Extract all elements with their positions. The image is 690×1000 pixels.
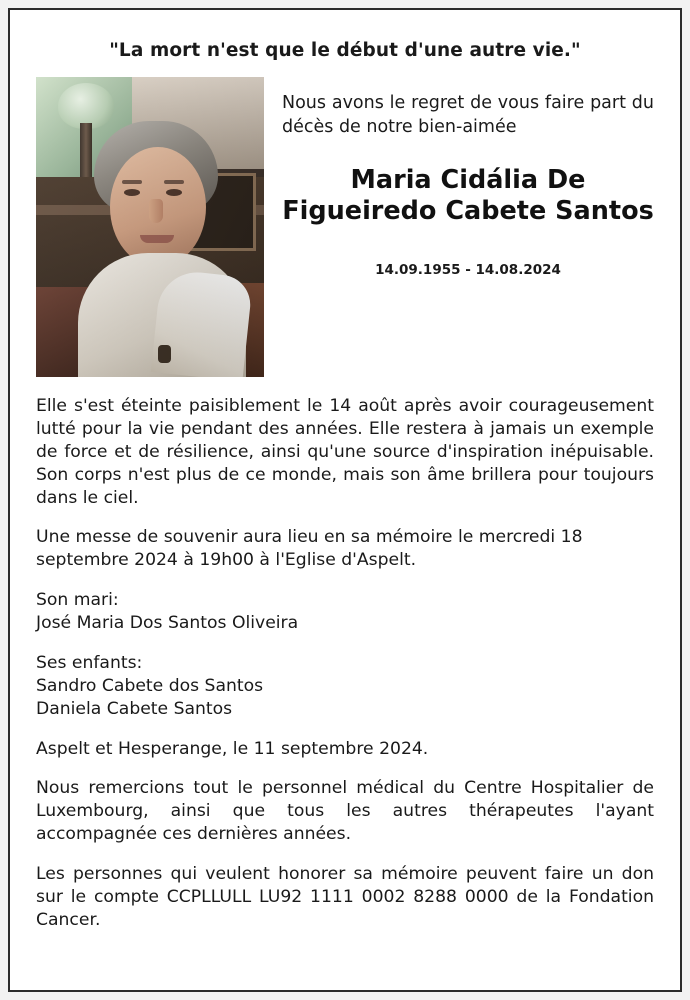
- child-name-2: Daniela Cabete Santos: [36, 698, 233, 719]
- deceased-name-line-1: Maria Cidália De: [350, 165, 586, 196]
- photo-grain-overlay: [36, 77, 264, 377]
- deceased-name: [282, 165, 654, 227]
- paragraph-thanks: Nous remercions tout le personnel médical du Centre Hospitalier de Luxembourg, ainsi que tous les autres thérapeutes l'ayant accompagnée ces dernières années.: [36, 778, 654, 845]
- paragraph-passing: Elle s'est éteinte paisiblement le 14 août après avoir courageusement lutté pour la vie pendant des années. Elle restera à jamais un exemple de force et de résilience, ainsi qu'une source d'inspiration inépuisable. Son corps n'est plus de ce monde, mais son âme brillera pour toujours dans le ciel.: [36, 396, 654, 508]
- place-and-date: Aspelt et Hesperange, le 11 septembre 2024.: [36, 738, 429, 759]
- obituary-notice: [8, 8, 682, 992]
- header-block: [36, 77, 654, 377]
- life-dates: 14.09.1955 - 14.08.2024: [375, 261, 561, 278]
- husband-label: Son mari:: [36, 590, 119, 611]
- portrait-photo: [36, 77, 264, 377]
- husband-block: [36, 589, 654, 635]
- header-text-column: [282, 77, 654, 278]
- husband-name: José Maria Dos Santos Oliveira: [36, 613, 299, 633]
- children-label: Ses enfants:: [36, 652, 143, 673]
- paragraph-donation: Les personnes qui veulent honorer sa mémoire peuvent faire un don sur le compte CCPLLULL LU92 1111 0002 8288 0000 de la Fondation Cancer.: [36, 864, 654, 930]
- child-name-1: Sandro Cabete dos Santos: [36, 675, 264, 696]
- children-block: [36, 652, 654, 721]
- obituary-body: [36, 395, 654, 932]
- announcement-lead: Nous avons le regret de vous faire part du décès de notre bien-aimée: [282, 93, 654, 138]
- deceased-name-line-3: Santos: [555, 196, 654, 227]
- deceased-name-line-2: Figueiredo Cabete: [282, 196, 547, 227]
- epitaph-quote: "La mort n'est que le début d'une autre vie.": [109, 40, 581, 61]
- paragraph-mass: Une messe de souvenir aura lieu en sa mémoire le mercredi 18 septembre 2024 à 19h00 à l'Eglise d'Aspelt.: [36, 527, 583, 571]
